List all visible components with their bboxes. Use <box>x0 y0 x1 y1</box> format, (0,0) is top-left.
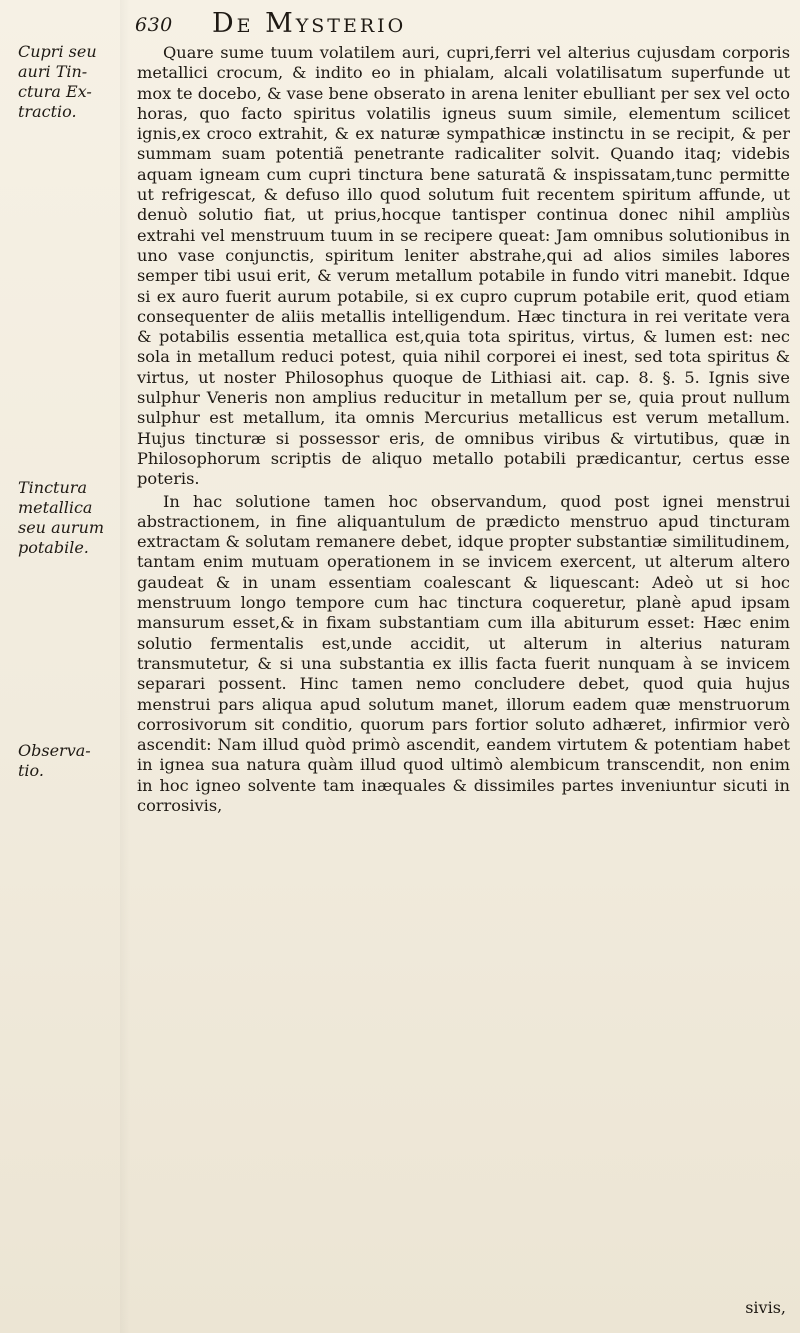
paragraph-1: Quare sume tuum volatilem auri, cupri,ferri vel alterius cujusdam corporis metallici crocum, & indito eo in phialam, alcali volatilisatum superfunde ut mox te docebo, & vase bene obserato in arena leniter ebulliant per sex vel octo horas, quo facto spiritus volatilis igneus suum simile, elementum scilicet ignis,ex croco extrahit, & ex naturæ sympathicæ instinctu in se recipit, & per summam suam potentiã penetrante radicaliter solvit. Quando itaq; videbis aquam igneam cum cupri tinctura bene saturatã & inspissatam,tunc permitte ut refrigescat, & defuso illo quod solutum fuit recentem spiritum affunde, ut denuò solutio fiat, ut prius,hocque tantisper continua donec nihil ampliùs extrahi vel menstruum tuum in se recipere queat: Jam omnibus solutionibus in uno vase conjunctis, spiritum leniter abstrahe,qui ad alios similes labores semper tibi usui erit, & verum metallum potabile in fundo vitri manebit. Idque si ex auro fuerit aurum potabile, si ex cupro cuprum potabile erit, quod etiam consequenter de aliis metallis intelligendum. Hæc tinctura in rei veritate vera & potabilis essentia metallica est,quia tota spiritus, virtus, & lumen est: nec sola in metallum reduci potest, quia nihil corporei ei inest, sed tota spiritus & virtus, ut noster Philosophus quoque de Lithiasi ait. cap. 8. §. 5. Ignis sive sulphur Veneris non amplius reducitur in metallum per se, quia prout nullum sulphur est metallum, ita omnis Mercurius metallicus est verum metallum. Hujus tincturæ si possessor eris, de omnibus viribus & virtutibus, quæ in Philosophorum scriptis de aliquo metallo potabili prædicantur, certus esse poteris. <box>137 43 790 489</box>
main-text <box>137 43 790 816</box>
margin-note-observatio: Observa- tio. <box>18 741 91 780</box>
gutter-shadow <box>120 0 130 1333</box>
catchword: sivis, <box>745 1298 786 1317</box>
margin-note-extraction: Cupri seu auri Tin- ctura Ex- tractio. <box>18 42 97 121</box>
page-number: 630 <box>135 14 173 36</box>
margin-note-tinctura: Tinctura metallica seu aurum potabile. <box>18 478 105 557</box>
paragraph-2: In hac solutione tamen hoc observandum, quod post ignei menstrui abstractionem, in fine aliquantulum de prædicto menstruo apud tincturam extractam & solutam remanere debet, idque propter substantiæ similitudinem, tantam enim mutuam operationem in se invicem exercent, ut alterum altero gaudeat & in unam essentiam coalescant & liquescant: Adeò ut si hoc menstruum longo tempore cum hac tinctura coqueretur, planè apud ipsam mansurum esset,& in fixam substantiam cum illa abiturum esset: Hæc enim solutio fermentalis est,unde accidit, ut alterum in alterius naturam transmutetur, & si una substantia ex illis facta fuerit nunquam à se invicem separari possent. Hinc tamen nemo concludere debet, quod quia hujus menstrui pars aliqua apud solutum manet, illorum eadem quæ menstruorum corrosivorum sit conditio, quorum pars fortior soluto adhæret, infirmior verò ascendit: Nam illud quòd primò ascendit, eandem virtutem & potentiam habet in ignea sua natura quàm illud quod ultimò alembicum transcendit, non enim in hoc igneo solvente tam inæquales & dissimiles partes inveniuntur sicuti in corrosivis, <box>137 491 790 815</box>
running-head: De Mysterio <box>212 8 407 39</box>
page-header <box>0 8 800 38</box>
